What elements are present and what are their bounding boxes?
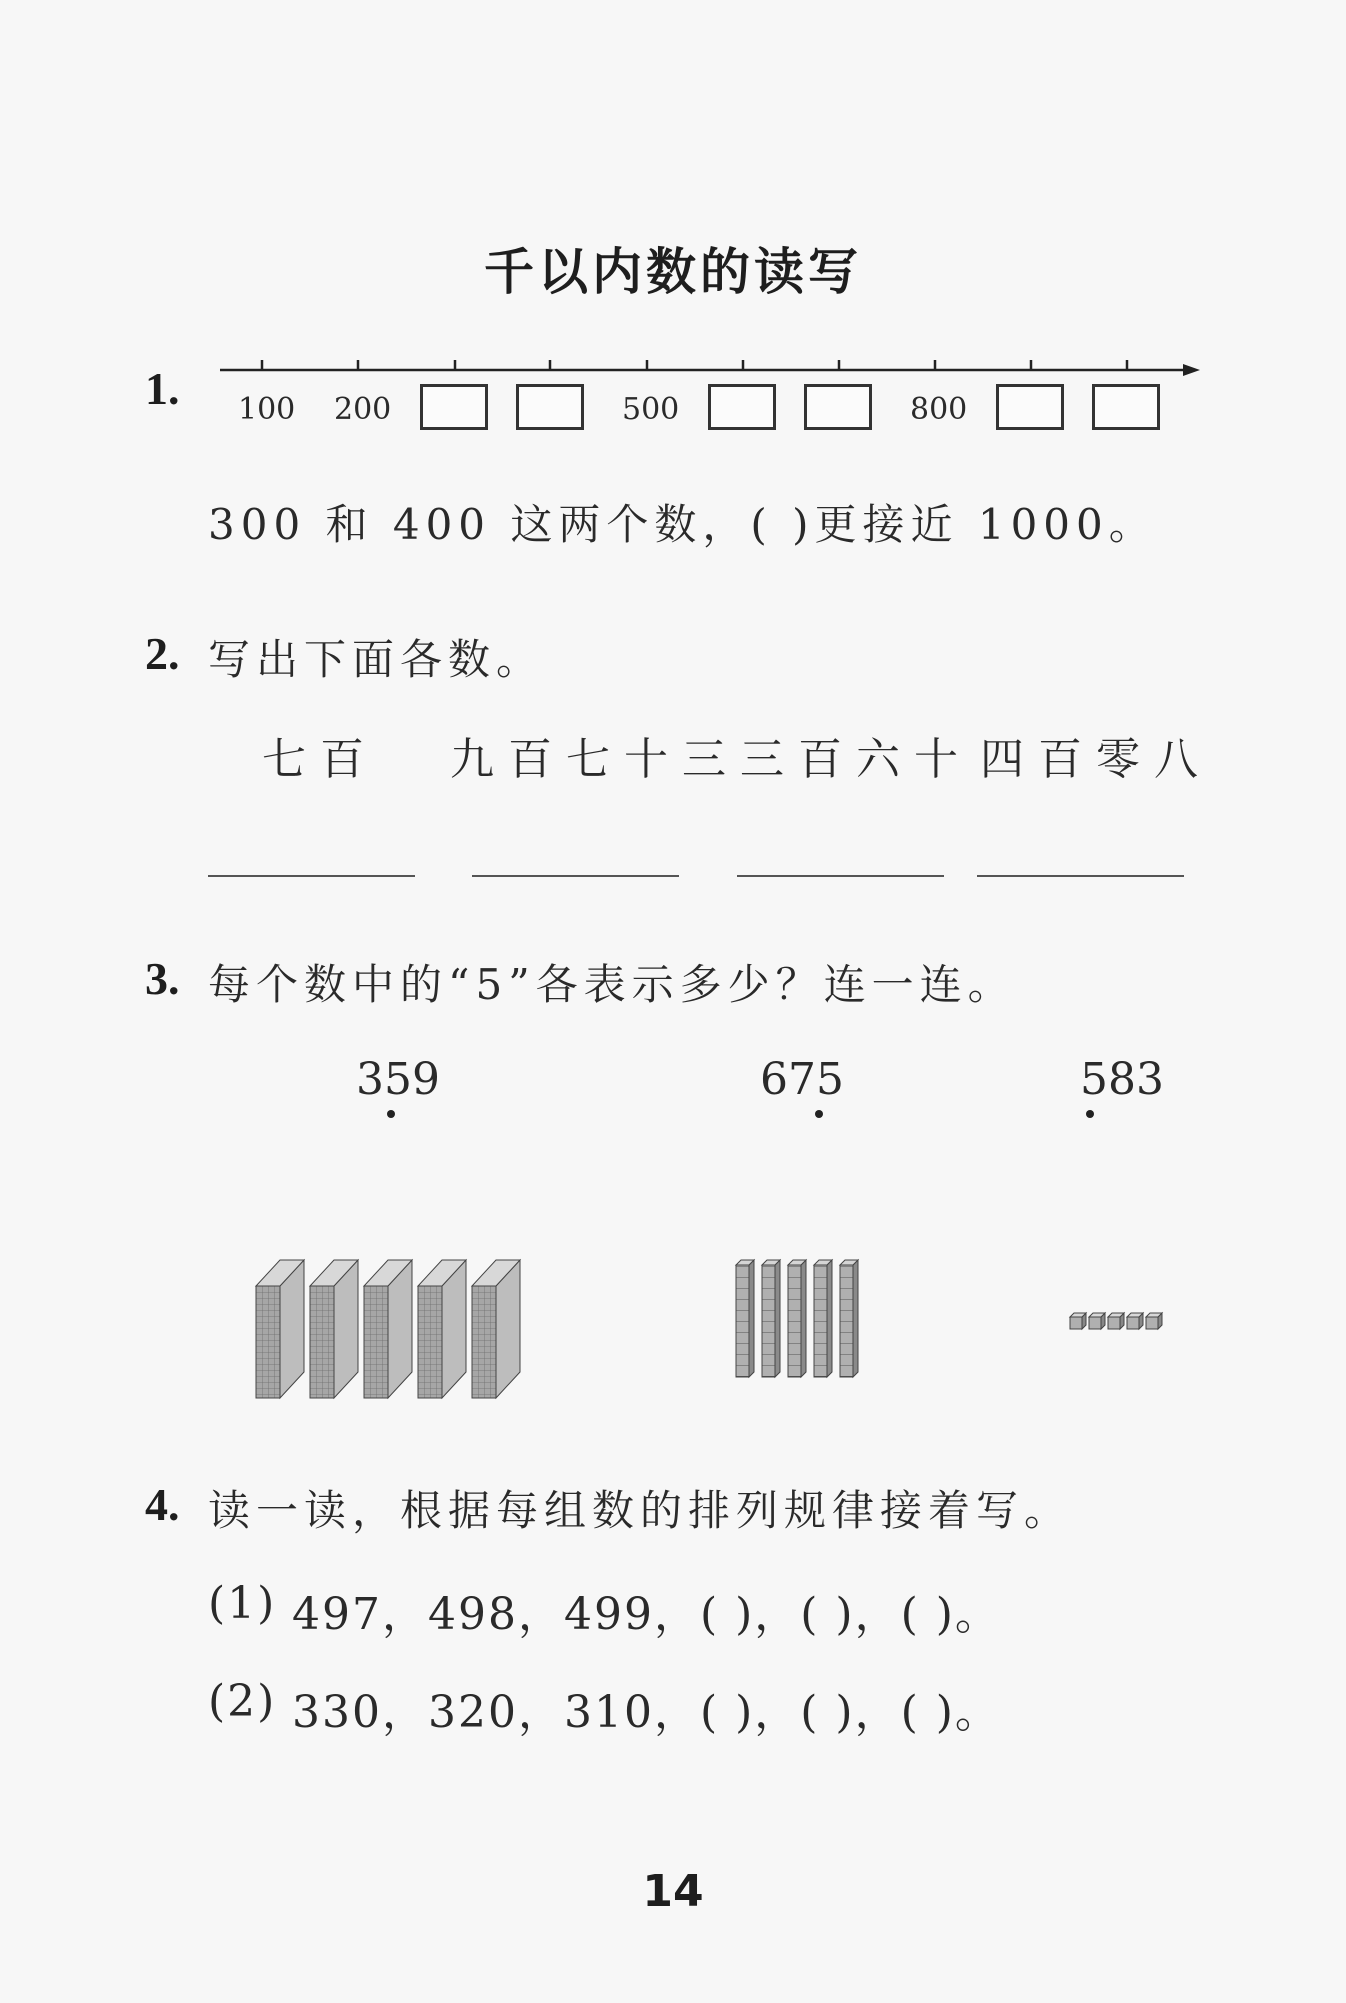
question-1-number: 1.: [145, 363, 180, 414]
unit-cube: [1127, 1313, 1143, 1329]
hundreds-flat: [310, 1260, 358, 1398]
unit-cubes-image[interactable]: [1068, 1310, 1168, 1336]
answer-box-600[interactable]: [708, 384, 776, 430]
question-2-number: 2.: [145, 628, 180, 679]
tens-rod: [788, 1260, 806, 1377]
sequence-2[interactable]: 330，320，310，( )，( )，( )。: [292, 1687, 1001, 1738]
question-2-prompt: 写出下面各数。: [208, 635, 545, 684]
tens-rod: [736, 1260, 754, 1377]
tens-rod: [762, 1260, 780, 1377]
unit-cube: [1089, 1313, 1105, 1329]
question-3-number: 3.: [145, 953, 180, 1004]
hundreds-flat: [472, 1260, 520, 1398]
number-359: 359: [356, 1054, 440, 1105]
answer-box-300[interactable]: [420, 384, 488, 430]
tick-label-100: 100: [238, 392, 296, 427]
hundreds-flat: [256, 1260, 304, 1398]
tens-rod: [840, 1260, 858, 1377]
tens-rods-image[interactable]: [730, 1255, 870, 1385]
tick-label-500: 500: [622, 392, 680, 427]
answer-box-900[interactable]: [996, 384, 1064, 430]
question-4-prompt: 读一读，根据每组数的排列规律接着写。: [208, 1486, 1073, 1535]
chinese-number-1: 七百: [262, 734, 378, 785]
chinese-number-2: 九百七十三: [450, 734, 740, 785]
sequence-1[interactable]: 497，498，499，( )，( )，( )。: [292, 1589, 1001, 1640]
chinese-number-4: 四百零八: [980, 734, 1212, 785]
answer-box-1000[interactable]: [1092, 384, 1160, 430]
connect-dot-675[interactable]: [815, 1110, 823, 1118]
answer-box-700[interactable]: [804, 384, 872, 430]
answer-line-4[interactable]: [977, 875, 1184, 877]
answer-line-3[interactable]: [737, 875, 944, 877]
hundreds-flat: [418, 1260, 466, 1398]
unit-cube: [1146, 1313, 1162, 1329]
hundreds-flats-image[interactable]: [250, 1250, 530, 1405]
question-1-sentence: 300 和 400 这两个数，( )更接近 1000。: [208, 500, 1157, 549]
question-4-number: 4.: [145, 1479, 180, 1530]
number-583: 583: [1080, 1054, 1164, 1105]
tens-rod: [814, 1260, 832, 1377]
number-675: 675: [760, 1054, 844, 1105]
page-number: 14: [642, 1866, 704, 1917]
unit-cube: [1108, 1313, 1124, 1329]
page-title: 千以内数的读写: [484, 243, 862, 301]
unit-cube: [1070, 1313, 1086, 1329]
connect-dot-583[interactable]: [1086, 1110, 1094, 1118]
hundreds-flat: [364, 1260, 412, 1398]
sequence-2-label: (2): [208, 1676, 277, 1727]
answer-box-400[interactable]: [516, 384, 584, 430]
answer-line-2[interactable]: [472, 875, 679, 877]
tick-label-800: 800: [910, 392, 968, 427]
number-line-ticks: [262, 360, 1127, 370]
chinese-number-3: 三百六十: [740, 734, 972, 785]
tick-label-200: 200: [334, 392, 392, 427]
connect-dot-359[interactable]: [387, 1110, 395, 1118]
answer-line-1[interactable]: [208, 875, 415, 877]
sequence-1-label: (1): [208, 1578, 277, 1629]
question-3-prompt: 每个数中的“5”各表示多少？连一连。: [208, 960, 1016, 1009]
